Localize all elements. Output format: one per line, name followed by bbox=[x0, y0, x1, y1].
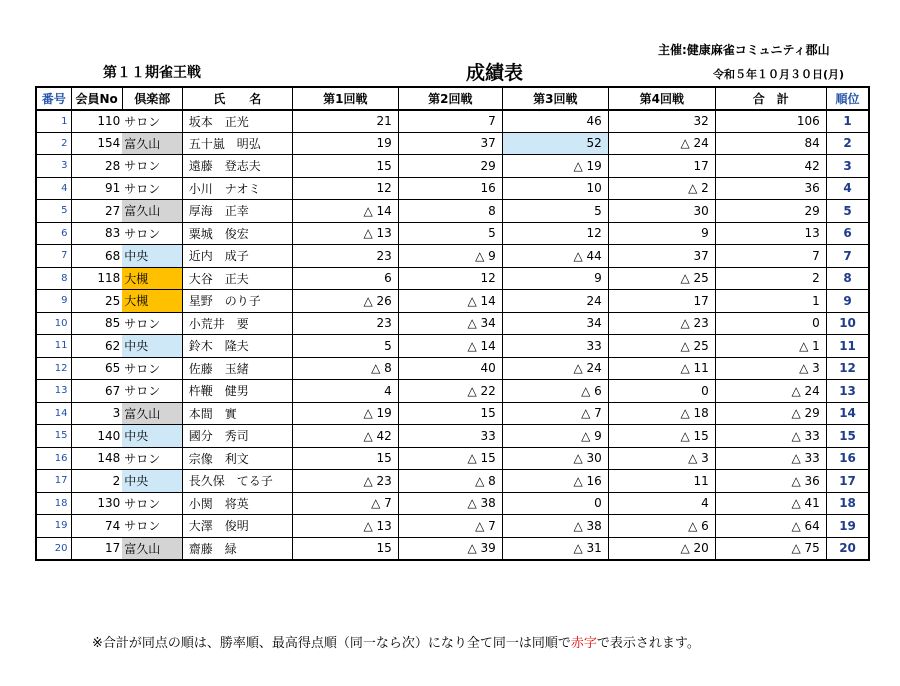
row-round2: △ 14 bbox=[398, 335, 502, 358]
row-club: サロン bbox=[122, 380, 182, 403]
row-rank: 19 bbox=[826, 515, 869, 538]
row-club: サロン bbox=[122, 515, 182, 538]
row-member-no: 130 bbox=[71, 492, 122, 515]
row-member-no: 68 bbox=[71, 245, 122, 268]
row-no: 12 bbox=[36, 357, 71, 380]
row-member-no: 65 bbox=[71, 357, 122, 380]
row-total: △ 41 bbox=[715, 492, 826, 515]
row-round3: 9 bbox=[502, 267, 608, 290]
row-round2: △ 8 bbox=[398, 470, 502, 493]
row-round1: 21 bbox=[292, 110, 398, 133]
row-round2: 37 bbox=[398, 132, 502, 155]
row-round4: △ 25 bbox=[608, 335, 715, 358]
row-player-name: 鈴木 隆夫 bbox=[182, 335, 292, 358]
row-round3: △ 30 bbox=[502, 447, 608, 470]
table-row bbox=[36, 357, 869, 380]
row-member-no: 91 bbox=[71, 177, 122, 200]
row-rank: 4 bbox=[826, 177, 869, 200]
row-club: 中央 bbox=[122, 425, 182, 448]
row-player-name: 佐藤 玉緒 bbox=[182, 357, 292, 380]
row-round4: 30 bbox=[608, 200, 715, 223]
row-round2: 15 bbox=[398, 402, 502, 425]
row-total: 29 bbox=[715, 200, 826, 223]
row-round4: 32 bbox=[608, 110, 715, 133]
table-header-row bbox=[36, 87, 869, 110]
table-row bbox=[36, 537, 869, 560]
table-row bbox=[36, 110, 869, 133]
row-round2: 12 bbox=[398, 267, 502, 290]
row-round1: 23 bbox=[292, 312, 398, 335]
header-no: 番号 bbox=[36, 87, 71, 110]
table-row bbox=[36, 335, 869, 358]
row-total: 0 bbox=[715, 312, 826, 335]
row-rank: 11 bbox=[826, 335, 869, 358]
row-no: 20 bbox=[36, 537, 71, 560]
row-round1: 15 bbox=[292, 447, 398, 470]
table-row bbox=[36, 425, 869, 448]
row-round3: 33 bbox=[502, 335, 608, 358]
row-total: △ 36 bbox=[715, 470, 826, 493]
row-no: 9 bbox=[36, 290, 71, 313]
row-round2: △ 14 bbox=[398, 290, 502, 313]
row-rank: 10 bbox=[826, 312, 869, 335]
row-member-no: 83 bbox=[71, 222, 122, 245]
table-row bbox=[36, 470, 869, 493]
row-round2: △ 38 bbox=[398, 492, 502, 515]
row-member-no: 67 bbox=[71, 380, 122, 403]
row-total: 84 bbox=[715, 132, 826, 155]
row-round1: △ 23 bbox=[292, 470, 398, 493]
row-club: 富久山 bbox=[122, 537, 182, 560]
row-round1: △ 13 bbox=[292, 222, 398, 245]
row-round2: 7 bbox=[398, 110, 502, 133]
row-round2: △ 15 bbox=[398, 447, 502, 470]
row-member-no: 28 bbox=[71, 155, 122, 178]
row-rank: 6 bbox=[826, 222, 869, 245]
row-round4: △ 2 bbox=[608, 177, 715, 200]
row-club: サロン bbox=[122, 155, 182, 178]
row-club: 富久山 bbox=[122, 402, 182, 425]
row-round3: △ 6 bbox=[502, 380, 608, 403]
row-round1: △ 42 bbox=[292, 425, 398, 448]
row-player-name: 杵鞭 健男 bbox=[182, 380, 292, 403]
row-total: 1 bbox=[715, 290, 826, 313]
row-player-name: 近内 成子 bbox=[182, 245, 292, 268]
row-rank: 7 bbox=[826, 245, 869, 268]
row-no: 13 bbox=[36, 380, 71, 403]
row-no: 19 bbox=[36, 515, 71, 538]
row-round2: △ 22 bbox=[398, 380, 502, 403]
table-row bbox=[36, 200, 869, 223]
row-player-name: 小関 将英 bbox=[182, 492, 292, 515]
table-row bbox=[36, 402, 869, 425]
row-rank: 16 bbox=[826, 447, 869, 470]
table-row bbox=[36, 290, 869, 313]
row-round3: 34 bbox=[502, 312, 608, 335]
row-member-no: 148 bbox=[71, 447, 122, 470]
row-round4: △ 23 bbox=[608, 312, 715, 335]
row-round1: 5 bbox=[292, 335, 398, 358]
sheet-title: 成績表 bbox=[466, 62, 524, 84]
row-round4: 4 bbox=[608, 492, 715, 515]
table-row bbox=[36, 222, 869, 245]
row-no: 8 bbox=[36, 267, 71, 290]
row-player-name: 大澤 俊明 bbox=[182, 515, 292, 538]
row-club: 中央 bbox=[122, 335, 182, 358]
row-club: サロン bbox=[122, 110, 182, 133]
row-round4: 0 bbox=[608, 380, 715, 403]
row-round1: △ 26 bbox=[292, 290, 398, 313]
row-total: △ 75 bbox=[715, 537, 826, 560]
row-round1: 6 bbox=[292, 267, 398, 290]
header-total: 合 計 bbox=[715, 87, 826, 110]
row-club: 中央 bbox=[122, 245, 182, 268]
row-rank: 17 bbox=[826, 470, 869, 493]
table-row bbox=[36, 312, 869, 335]
row-round1: 12 bbox=[292, 177, 398, 200]
row-round2: △ 34 bbox=[398, 312, 502, 335]
row-round4: △ 15 bbox=[608, 425, 715, 448]
row-round3: 52 bbox=[502, 132, 608, 155]
table-row bbox=[36, 155, 869, 178]
row-total: 42 bbox=[715, 155, 826, 178]
row-club: 富久山 bbox=[122, 132, 182, 155]
row-total: 7 bbox=[715, 245, 826, 268]
row-round1: 15 bbox=[292, 155, 398, 178]
row-member-no: 110 bbox=[71, 110, 122, 133]
table-row bbox=[36, 267, 869, 290]
row-round3: 46 bbox=[502, 110, 608, 133]
row-round4: 11 bbox=[608, 470, 715, 493]
row-round4: △ 6 bbox=[608, 515, 715, 538]
row-no: 1 bbox=[36, 110, 71, 133]
row-round4: △ 25 bbox=[608, 267, 715, 290]
row-player-name: 宗像 利文 bbox=[182, 447, 292, 470]
row-round4: △ 24 bbox=[608, 132, 715, 155]
footnote-text-end: で表示されます。 bbox=[596, 636, 700, 651]
row-no: 7 bbox=[36, 245, 71, 268]
row-no: 17 bbox=[36, 470, 71, 493]
row-rank: 14 bbox=[826, 402, 869, 425]
row-player-name: 厚海 正幸 bbox=[182, 200, 292, 223]
header-round1: 第1回戦 bbox=[292, 87, 398, 110]
row-no: 15 bbox=[36, 425, 71, 448]
table-row bbox=[36, 492, 869, 515]
row-round3: △ 44 bbox=[502, 245, 608, 268]
table-row bbox=[36, 245, 869, 268]
row-round4: △ 20 bbox=[608, 537, 715, 560]
row-player-name: 粟城 俊宏 bbox=[182, 222, 292, 245]
row-no: 16 bbox=[36, 447, 71, 470]
table-row bbox=[36, 380, 869, 403]
row-club: 富久山 bbox=[122, 200, 182, 223]
row-club: サロン bbox=[122, 357, 182, 380]
row-round3: △ 9 bbox=[502, 425, 608, 448]
row-club: サロン bbox=[122, 447, 182, 470]
row-round2: △ 9 bbox=[398, 245, 502, 268]
row-round1: △ 7 bbox=[292, 492, 398, 515]
organizer-label: 主催:健康麻雀コミュニティ郡山 bbox=[658, 43, 830, 57]
row-total: △ 3 bbox=[715, 357, 826, 380]
row-round2: △ 39 bbox=[398, 537, 502, 560]
table-row bbox=[36, 177, 869, 200]
row-member-no: 154 bbox=[71, 132, 122, 155]
row-round1: △ 19 bbox=[292, 402, 398, 425]
row-rank: 9 bbox=[826, 290, 869, 313]
row-player-name: 星野 のり子 bbox=[182, 290, 292, 313]
row-total: 36 bbox=[715, 177, 826, 200]
row-round1: △ 13 bbox=[292, 515, 398, 538]
row-player-name: 坂本 正光 bbox=[182, 110, 292, 133]
table-row bbox=[36, 132, 869, 155]
row-round3: △ 38 bbox=[502, 515, 608, 538]
row-member-no: 27 bbox=[71, 200, 122, 223]
row-club: 中央 bbox=[122, 470, 182, 493]
row-member-no: 3 bbox=[71, 402, 122, 425]
row-round2: 29 bbox=[398, 155, 502, 178]
row-no: 6 bbox=[36, 222, 71, 245]
row-round3: 5 bbox=[502, 200, 608, 223]
row-round3: 24 bbox=[502, 290, 608, 313]
row-round1: 15 bbox=[292, 537, 398, 560]
row-round3: △ 16 bbox=[502, 470, 608, 493]
row-player-name: 長久保 てる子 bbox=[182, 470, 292, 493]
row-player-name: 本間 實 bbox=[182, 402, 292, 425]
row-round1: 19 bbox=[292, 132, 398, 155]
row-round1: 4 bbox=[292, 380, 398, 403]
row-rank: 5 bbox=[826, 200, 869, 223]
row-player-name: 五十嵐 明弘 bbox=[182, 132, 292, 155]
row-no: 4 bbox=[36, 177, 71, 200]
footnote-text: ※合計が同点の順は、勝率順、最高得点順（同一なら次）になり全て同一は同順で bbox=[92, 636, 571, 651]
row-total: △ 33 bbox=[715, 425, 826, 448]
row-round1: △ 8 bbox=[292, 357, 398, 380]
row-rank: 1 bbox=[826, 110, 869, 133]
row-total: 2 bbox=[715, 267, 826, 290]
row-round2: 33 bbox=[398, 425, 502, 448]
row-member-no: 17 bbox=[71, 537, 122, 560]
row-club: 大槻 bbox=[122, 267, 182, 290]
row-no: 14 bbox=[36, 402, 71, 425]
row-member-no: 85 bbox=[71, 312, 122, 335]
row-round3: △ 31 bbox=[502, 537, 608, 560]
row-round3: △ 24 bbox=[502, 357, 608, 380]
row-round2: 5 bbox=[398, 222, 502, 245]
row-club: サロン bbox=[122, 312, 182, 335]
row-total: △ 29 bbox=[715, 402, 826, 425]
row-round2: 8 bbox=[398, 200, 502, 223]
row-no: 3 bbox=[36, 155, 71, 178]
header-round3: 第3回戦 bbox=[502, 87, 608, 110]
row-club: サロン bbox=[122, 492, 182, 515]
row-no: 10 bbox=[36, 312, 71, 335]
row-round4: 17 bbox=[608, 290, 715, 313]
row-total: 13 bbox=[715, 222, 826, 245]
row-player-name: 小荒井 要 bbox=[182, 312, 292, 335]
row-no: 5 bbox=[36, 200, 71, 223]
footnote bbox=[92, 632, 700, 651]
header-club: 倶楽部 bbox=[122, 87, 182, 110]
row-round3: 10 bbox=[502, 177, 608, 200]
row-round4: 9 bbox=[608, 222, 715, 245]
row-round2: 40 bbox=[398, 357, 502, 380]
header-name: 氏 名 bbox=[182, 87, 292, 110]
row-round2: △ 7 bbox=[398, 515, 502, 538]
header-round4: 第4回戦 bbox=[608, 87, 715, 110]
row-no: 18 bbox=[36, 492, 71, 515]
row-round4: △ 11 bbox=[608, 357, 715, 380]
row-round4: △ 18 bbox=[608, 402, 715, 425]
row-player-name: 國分 秀司 bbox=[182, 425, 292, 448]
row-club: 大槻 bbox=[122, 290, 182, 313]
row-total: 106 bbox=[715, 110, 826, 133]
row-rank: 3 bbox=[826, 155, 869, 178]
row-round1: 23 bbox=[292, 245, 398, 268]
row-round4: 37 bbox=[608, 245, 715, 268]
results-table bbox=[35, 86, 870, 561]
row-rank: 2 bbox=[826, 132, 869, 155]
row-member-no: 118 bbox=[71, 267, 122, 290]
row-total: △ 1 bbox=[715, 335, 826, 358]
table-row bbox=[36, 515, 869, 538]
row-total: △ 33 bbox=[715, 447, 826, 470]
row-round3: 0 bbox=[502, 492, 608, 515]
footnote-red-text: 赤字 bbox=[570, 636, 597, 651]
row-round3: 12 bbox=[502, 222, 608, 245]
sheet-date: 令和５年１０月３０日(月) bbox=[713, 68, 845, 81]
row-member-no: 74 bbox=[71, 515, 122, 538]
row-total: △ 64 bbox=[715, 515, 826, 538]
row-rank: 13 bbox=[826, 380, 869, 403]
row-club: サロン bbox=[122, 222, 182, 245]
row-player-name: 齋藤 緑 bbox=[182, 537, 292, 560]
row-member-no: 2 bbox=[71, 470, 122, 493]
header-member: 会員No bbox=[71, 87, 122, 110]
header-rank: 順位 bbox=[826, 87, 869, 110]
row-member-no: 140 bbox=[71, 425, 122, 448]
results-body bbox=[36, 110, 869, 560]
row-player-name: 遠藤 登志夫 bbox=[182, 155, 292, 178]
row-round3: △ 7 bbox=[502, 402, 608, 425]
row-no: 2 bbox=[36, 132, 71, 155]
row-player-name: 小川 ナオミ bbox=[182, 177, 292, 200]
row-total: △ 24 bbox=[715, 380, 826, 403]
table-row bbox=[36, 447, 869, 470]
row-rank: 20 bbox=[826, 537, 869, 560]
row-rank: 15 bbox=[826, 425, 869, 448]
row-player-name: 大谷 正夫 bbox=[182, 267, 292, 290]
header-round2: 第2回戦 bbox=[398, 87, 502, 110]
row-no: 11 bbox=[36, 335, 71, 358]
season-title: 第１１期雀王戦 bbox=[103, 65, 201, 81]
row-round2: 16 bbox=[398, 177, 502, 200]
row-member-no: 25 bbox=[71, 290, 122, 313]
row-rank: 12 bbox=[826, 357, 869, 380]
row-round1: △ 14 bbox=[292, 200, 398, 223]
row-member-no: 62 bbox=[71, 335, 122, 358]
row-rank: 8 bbox=[826, 267, 869, 290]
row-round4: △ 3 bbox=[608, 447, 715, 470]
row-rank: 18 bbox=[826, 492, 869, 515]
row-round3: △ 19 bbox=[502, 155, 608, 178]
row-round4: 17 bbox=[608, 155, 715, 178]
row-club: サロン bbox=[122, 177, 182, 200]
